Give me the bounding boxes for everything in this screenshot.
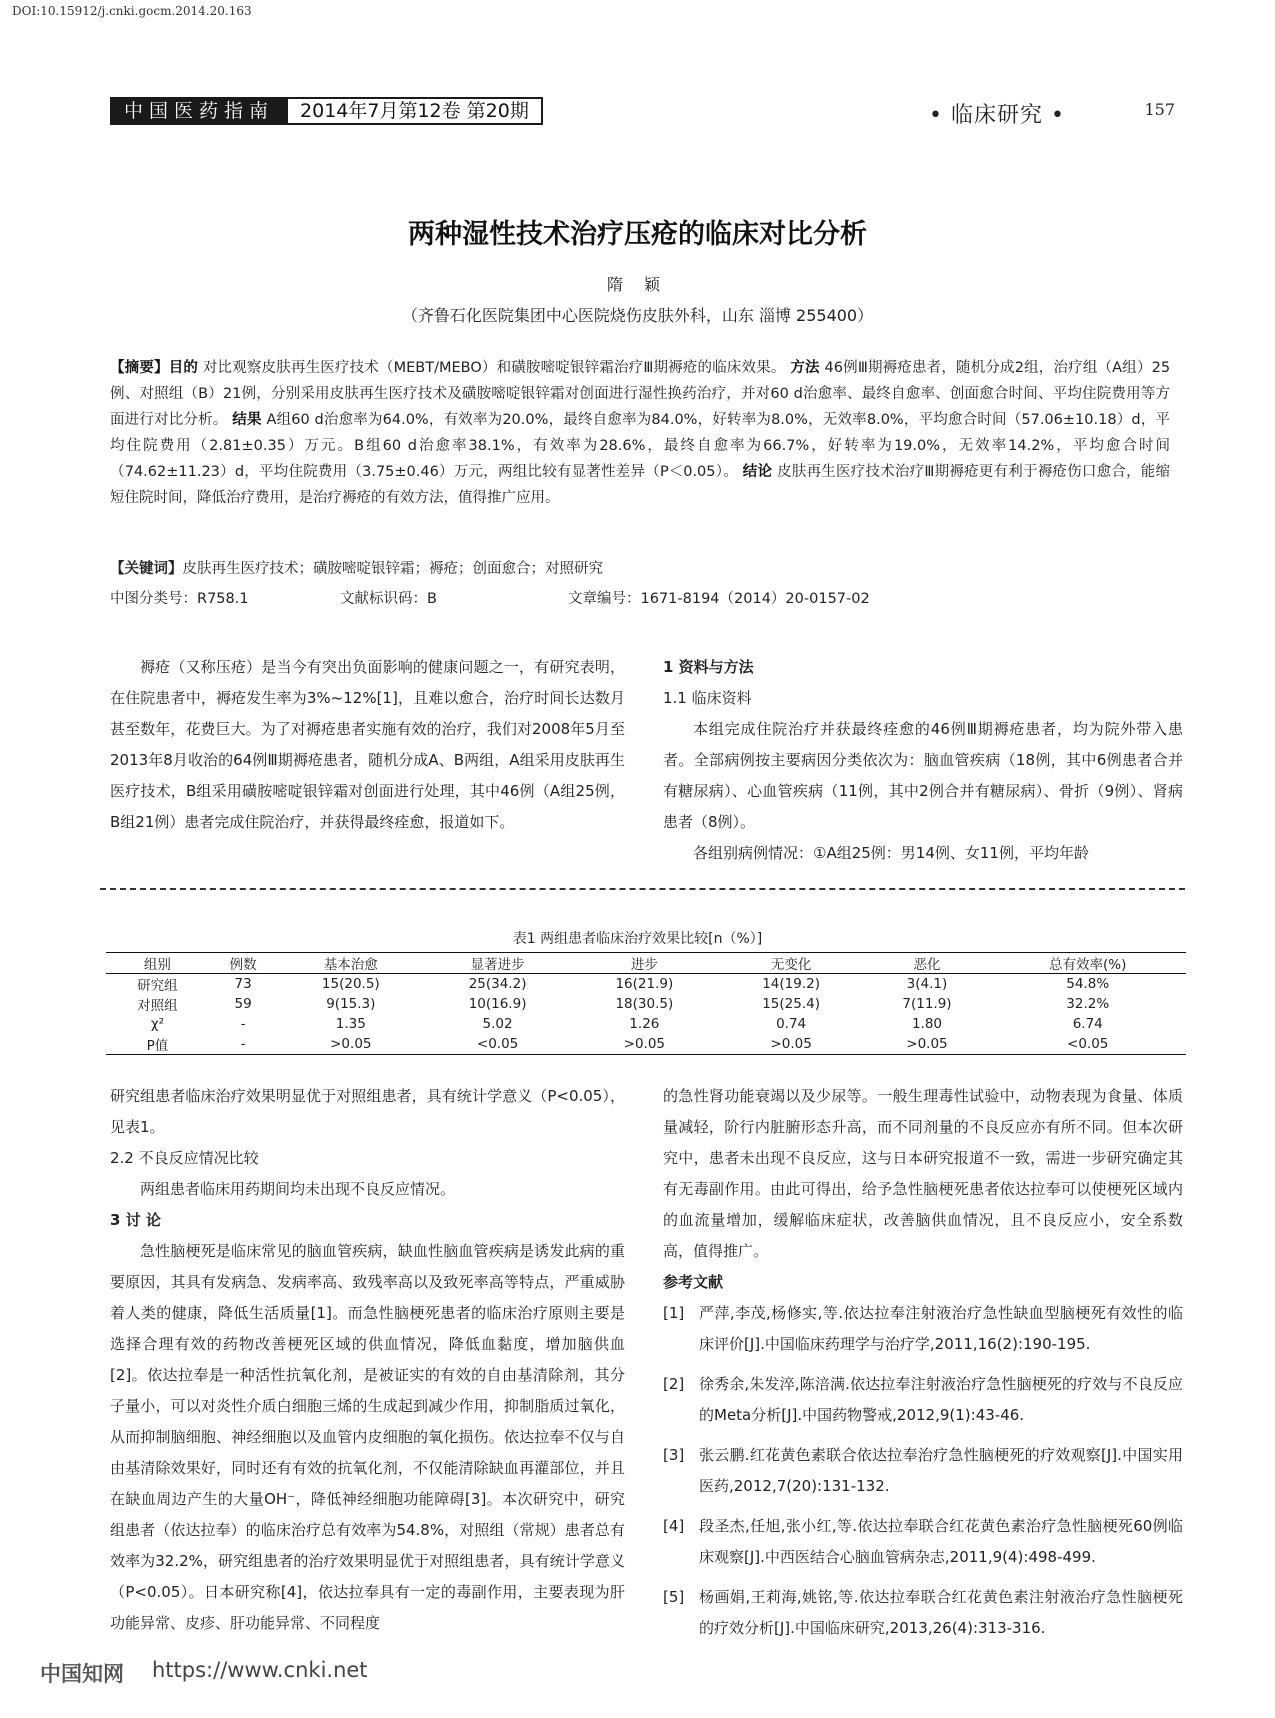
- reference-text: 张云鹏.红花黄色素联合依达拉奉治疗急性脑梗死的疗效观察[J].中国实用医药,2012,7(20):131-132.: [699, 1446, 1183, 1495]
- keywords-label: 【关键词】: [110, 561, 183, 577]
- classification-line: [110, 587, 1170, 608]
- table-cell: 54.8%: [1066, 976, 1110, 992]
- reference-number: [3]: [663, 1446, 685, 1464]
- article-author: 隋 颖: [606, 275, 669, 294]
- table-header: 总有效率(%): [989, 953, 1186, 974]
- table-header-row: [106, 953, 1186, 974]
- table-cell: 研究组: [137, 978, 178, 994]
- intro-paragraph: 褥疮（又称压疮）是当今有突出负面影响的健康问题之一，有研究表明，在住院患者中，褥疮发生率为3%~12%[1]，且难以愈合，治疗时间长达数月甚至数年，花费巨大。为了对褥疮患者实施有效的治疗，我们对2008年5月至2013年8月收治的64例Ⅲ期褥疮患者，随机分成A、B两组，A组采用皮肤再生医疗技术，B组采用磺胺嘧啶银锌霜对创面进行处理，其中46例（A组25例，B组21例）患者完成住院治疗，并获得最终痊愈，报道如下。: [110, 658, 625, 831]
- discussion-column: [110, 1081, 625, 1639]
- journal-issue: 2014年7月第12卷 第20期: [288, 97, 543, 125]
- references-heading: 参考文献: [663, 1273, 724, 1291]
- table-cell: -: [209, 1034, 278, 1055]
- document-code: 文献标识码：B: [340, 591, 437, 607]
- table-cell: <0.05: [989, 1034, 1186, 1055]
- keywords-text: 皮肤再生医疗技术；磺胺嘧啶银锌霜；褥疮；创面愈合；对照研究: [182, 561, 603, 577]
- table-cell: 9(15.3): [326, 996, 376, 1012]
- reference-item: [663, 1440, 1183, 1502]
- reference-text: 徐秀余,朱发淬,陈涪满.依达拉奉注射液治疗急性脑梗死的疗效与不良反应的Meta分析[J].中国药物警戒,2012,9(1):43-46.: [699, 1375, 1183, 1424]
- table-caption: 表1 两组患者临床治疗效果比较[n（%）]: [512, 931, 763, 947]
- table-cell: 6.74: [1072, 1016, 1103, 1032]
- table-header: 例数: [209, 953, 278, 974]
- methods-column: [663, 652, 1183, 869]
- reference-item: [663, 1582, 1183, 1644]
- table-cell: -: [240, 1016, 246, 1032]
- table-row: [106, 994, 1186, 1014]
- table-cell: 25(34.2): [468, 976, 527, 992]
- cnki-logo: 中国知网: [40, 1662, 124, 1686]
- table-row: [106, 1034, 1186, 1055]
- results-label: 结果: [232, 412, 262, 428]
- table-cell: 10(16.9): [468, 996, 527, 1012]
- section-heading-1: 1 资料与方法: [663, 658, 754, 676]
- methods-paragraph-2: 各组别病例情况：①A组25例：男14例、女11例，平均年龄: [693, 844, 1089, 862]
- table-cell: P值: [106, 1034, 209, 1055]
- table-cell: 5.02: [482, 1016, 513, 1032]
- abstract-label: 【摘要】: [110, 360, 169, 376]
- cnki-url[interactable]: https://www.cnki.net: [152, 1658, 368, 1682]
- section-heading-2-2: 2.2 不良反应情况比较: [110, 1149, 259, 1167]
- reference-text: 严萍,李茂,杨修实,等.依达拉奉注射液治疗急性缺血型脑梗死有效性的临床评价[J].中国临床药理学与治疗学,2011,16(2):190-195.: [699, 1304, 1183, 1353]
- section-heading-3: 3 讨 论: [110, 1211, 161, 1229]
- table-cell: 对照组: [137, 998, 178, 1014]
- table-header: 无变化: [718, 953, 865, 974]
- table-cell: 14(19.2): [762, 976, 820, 992]
- table-header: 恶化: [865, 953, 990, 974]
- article-title: 两种湿性技术治疗压疮的临床对比分析: [408, 219, 867, 250]
- reference-item: [663, 1298, 1183, 1360]
- section-heading-1-1: 1.1 临床资料: [663, 689, 752, 707]
- adverse-reaction-paragraph: 两组患者临床用药期间均未出现不良反应情况。: [140, 1180, 456, 1198]
- keywords: [110, 557, 1170, 578]
- journal-masthead: [110, 97, 543, 125]
- table-cell: 1.26: [629, 1016, 660, 1032]
- table-header: 进步: [571, 953, 718, 974]
- table-cell: >0.05: [865, 1034, 990, 1055]
- table-header: 组别: [106, 953, 209, 974]
- results-table: [106, 952, 1186, 1055]
- discussion-continuation: 的急性肾功能衰竭以及少尿等。一般生理毒性试验中，动物表现为食量、体质量减轻，阶行内脏腑形态升高，而不同剂量的不良反应亦有所不同。但本次研究中，患者未出现不良反应，这与日本研究报道不一致，需进一步研究确定其有无毒副作用。由此可得出，给予急性脑梗死患者依达拉奉可以使梗死区域内的血流量增加，缓解临床症状，改善脑供血情况，且不良反应小，安全系数高，值得推广。: [663, 1087, 1183, 1260]
- table-cell: 7(11.9): [902, 996, 952, 1012]
- table-cell: 18(30.5): [615, 996, 674, 1012]
- reference-text: 段圣杰,任旭,张小红,等.依达拉奉联合红花黄色素治疗急性脑梗死60例临床观察[J].中西医结合心脑血管病杂志,2011,9(4):498-499.: [699, 1517, 1183, 1566]
- section-label: • 临床研究 •: [929, 103, 1065, 128]
- table-cell: <0.05: [424, 1034, 571, 1055]
- table-header: 基本治愈: [277, 953, 424, 974]
- table-cell: χ²: [150, 1016, 165, 1032]
- table-cell: 0.74: [776, 1016, 807, 1032]
- table-cell: >0.05: [718, 1034, 865, 1055]
- table-cell: 1.35: [335, 1016, 366, 1032]
- table-cell: >0.05: [277, 1034, 424, 1055]
- intro-column: [110, 652, 625, 838]
- conclusion-label: 结论: [742, 464, 773, 480]
- table-cell: 1.80: [911, 1016, 942, 1032]
- table-cell: 32.2%: [1066, 996, 1110, 1012]
- reference-item: [663, 1369, 1183, 1431]
- methods-text: 46例Ⅲ期褥疮患者，随机分成2组，治疗组（A组）25例、对照组（B）21例，分别采用皮肤再生医疗技术及磺胺嘧啶银锌霜对创面进行湿性换药治疗，并对60 d治愈率、最终自愈率、创面愈合时间、平均住院费用等方面进行对比分析。: [110, 360, 1171, 428]
- objective-label: 目的: [168, 360, 199, 376]
- doi-line: DOI:10.15912/j.cnki.gocm.2014.20.163: [12, 4, 252, 18]
- results-text: A组60 d治愈率为64.0%，有效率为20.0%，最终自愈率为84.0%，好转率为8.0%，无效率8.0%，平均愈合时间（57.06±10.18）d，平均住院费用（2.81±0.35）万元。B组60 d治愈率38.1%，有效率为28.6%，最终自愈率为66.7%，好转率为19.0%，无效率14.2%，平均愈合时间（74.62±11.23）d，平均住院费用（3.75±0.46）万元，两组比较有显著性差异（P＜0.05）。: [110, 412, 1170, 480]
- table-cell: 59: [234, 996, 252, 1012]
- table-cell: 3(4.1): [906, 976, 948, 992]
- reference-number: [2]: [663, 1375, 685, 1393]
- table-cell: 15(25.4): [762, 996, 820, 1012]
- results-continuation: 研究组患者临床治疗效果明显优于对照组患者，具有统计学意义（P<0.05），见表1。: [110, 1087, 625, 1136]
- page-number: 157: [1144, 100, 1175, 119]
- table-cell: 73: [234, 976, 252, 992]
- journal-name: 中国医药指南: [110, 97, 288, 125]
- reference-text: 杨画娟,王莉海,姚铭,等.依达拉奉联合红花黄色素注射液治疗急性脑梗死的疗效分析[J].中国临床研究,2013,26(4):313-316.: [699, 1588, 1183, 1637]
- reference-item: [663, 1511, 1183, 1573]
- article-number: 文章编号：1671-8194（2014）20-0157-02: [568, 591, 870, 607]
- references-column: [663, 1081, 1183, 1653]
- table-row: [106, 1014, 1186, 1034]
- abstract: [110, 355, 1170, 511]
- reference-number: [4]: [663, 1517, 685, 1535]
- article-affiliation: （齐鲁石化医院集团中心医院烧伤皮肤外科，山东 淄博 255400）: [401, 306, 874, 325]
- reference-number: [5]: [663, 1588, 685, 1606]
- clc-number: 中图分类号：R758.1: [110, 591, 249, 607]
- reference-number: [1]: [663, 1304, 685, 1322]
- cnki-watermark: [40, 1658, 368, 1688]
- table-header: 显著进步: [424, 953, 571, 974]
- table-cell: 16(21.9): [615, 976, 674, 992]
- discussion-paragraph: 急性脑梗死是临床常见的脑血管疾病，缺血性脑血管疾病是诱发此病的重要原因，其具有发病急、发病率高、致残率高以及致死率高等特点，严重威胁着人类的健康，降低生活质量[1]。而急性脑梗死患者的临床治疗原则主要是选择合理有效的药物改善梗死区域的供血情况，降低血黏度，增加脑供血[2]。依达拉奉是一种活性抗氧化剂，是被证实的有效的自由基清除剂，其分子量小，可以对炎性介质白细胞三烯的生成起到减少作用，抑制脂质过氧化，从而抑制脑细胞、神经细胞以及血管内皮细胞的氧化损伤。依达拉奉不仅与自由基清除效果好，同时还有有效的抗氧化剂，不仅能清除缺血再灌部位，并且在缺血周边产生的大量OH⁻，降低神经细胞功能障碍[3]。本次研究中，研究组患者（依达拉奉）的临床治疗总有效率为54.8%，对照组（常规）患者总有效率为32.2%，研究组患者的治疗效果明显优于对照组患者，具有统计学意义（P<0.05）。日本研究称[4]，依达拉奉具有一定的毒副作用，主要表现为肝功能异常、皮疹、肝功能异常、不同程度: [110, 1242, 625, 1632]
- table-row: [106, 974, 1186, 995]
- table-cell: 15(20.5): [321, 976, 380, 992]
- objective-text: 对比观察皮肤再生医疗技术（MEBT/MEBO）和磺胺嘧啶银锌霜治疗Ⅲ期褥疮的临床效果。: [202, 360, 786, 376]
- table-cell: >0.05: [571, 1034, 718, 1055]
- conclusion-text: 皮肤再生医疗技术治疗Ⅲ期褥疮更有利于褥疮伤口愈合，能缩短住院时间，降低治疗费用，是治疗褥疮的有效方法，值得推广应用。: [110, 464, 1171, 506]
- section-divider: [100, 888, 1185, 890]
- methods-label: 方法: [790, 360, 820, 376]
- methods-paragraph-1: 本组完成住院治疗并获最终痊愈的46例Ⅲ期褥疮患者，均为院外带入患者。全部病例按主要病因分类依次为：脑血管疾病（18例，其中6例患者合并有糖尿病）、心血管疾病（11例，其中2例合并有糖尿病）、骨折（9例）、肾病患者（8例）。: [663, 720, 1183, 831]
